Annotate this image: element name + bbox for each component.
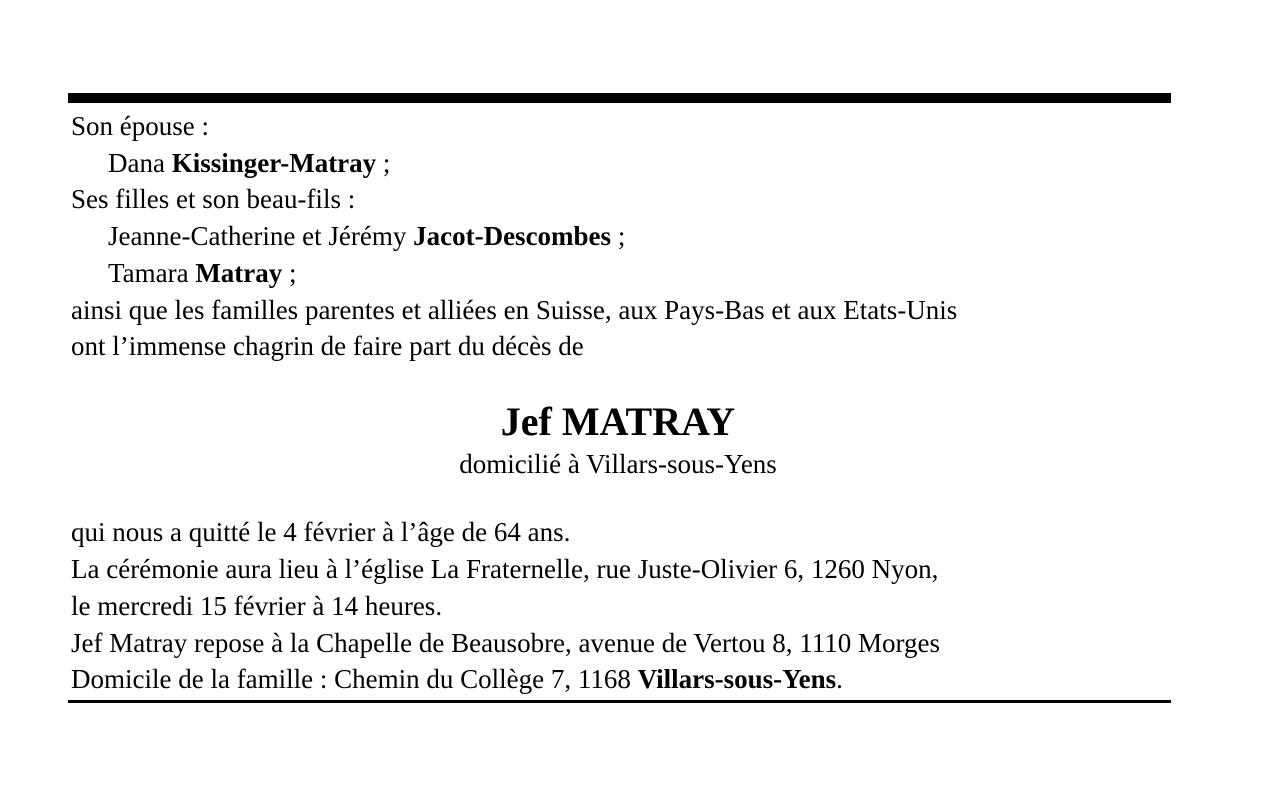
- child1-given-names: Jeanne-Catherine et Jérémy: [108, 221, 407, 251]
- spouse-heading: Son épouse :: [71, 111, 209, 141]
- child1-surname: Jacot-Descombes: [413, 221, 612, 251]
- family-home-line: [71, 663, 843, 695]
- spouse-punct: ;: [382, 148, 391, 178]
- announce-line: ont l’immense chagrin de faire part du décès de: [71, 331, 584, 361]
- child1-punct: ;: [617, 221, 626, 251]
- deceased-domicile: domicilié à Villars-sous-Yens: [459, 449, 777, 479]
- ceremony-line-2: le mercredi 15 février à 14 heures.: [71, 591, 443, 621]
- deceased-name: Jef MATRAY: [500, 399, 736, 444]
- child2-given-name: Tamara: [108, 258, 189, 288]
- child1-line: [108, 220, 625, 252]
- children-heading: Ses filles et son beau-fils :: [71, 184, 356, 214]
- spouse-surname: Kissinger-Matray: [171, 148, 377, 178]
- spouse-line: [108, 147, 390, 179]
- families-line: ainsi que les familles parentes et alliées en Suisse, aux Pays-Bas et aux Etats-Unis: [71, 295, 958, 325]
- ceremony-line-1: La cérémonie aura lieu à l’église La Fraternelle, rue Juste-Olivier 6, 1260 Nyon,: [71, 554, 939, 584]
- family-home-punct: .: [836, 664, 843, 694]
- rest-line: Jef Matray repose à la Chapelle de Beausobre, avenue de Vertou 8, 1110 Morges: [71, 628, 940, 658]
- child2-surname: Matray: [195, 258, 283, 288]
- spouse-given-name: Dana: [108, 148, 165, 178]
- top-border-rule: [68, 93, 1171, 103]
- child2-line: [108, 257, 297, 289]
- passed-line: qui nous a quitté le 4 février à l’âge de 64 ans.: [71, 517, 571, 547]
- family-home-address: Domicile de la famille : Chemin du Collège 7, 1168: [71, 664, 631, 694]
- family-home-town: Villars-sous-Yens: [637, 664, 837, 694]
- bottom-border-rule: [68, 700, 1171, 703]
- child2-punct: ;: [289, 258, 297, 288]
